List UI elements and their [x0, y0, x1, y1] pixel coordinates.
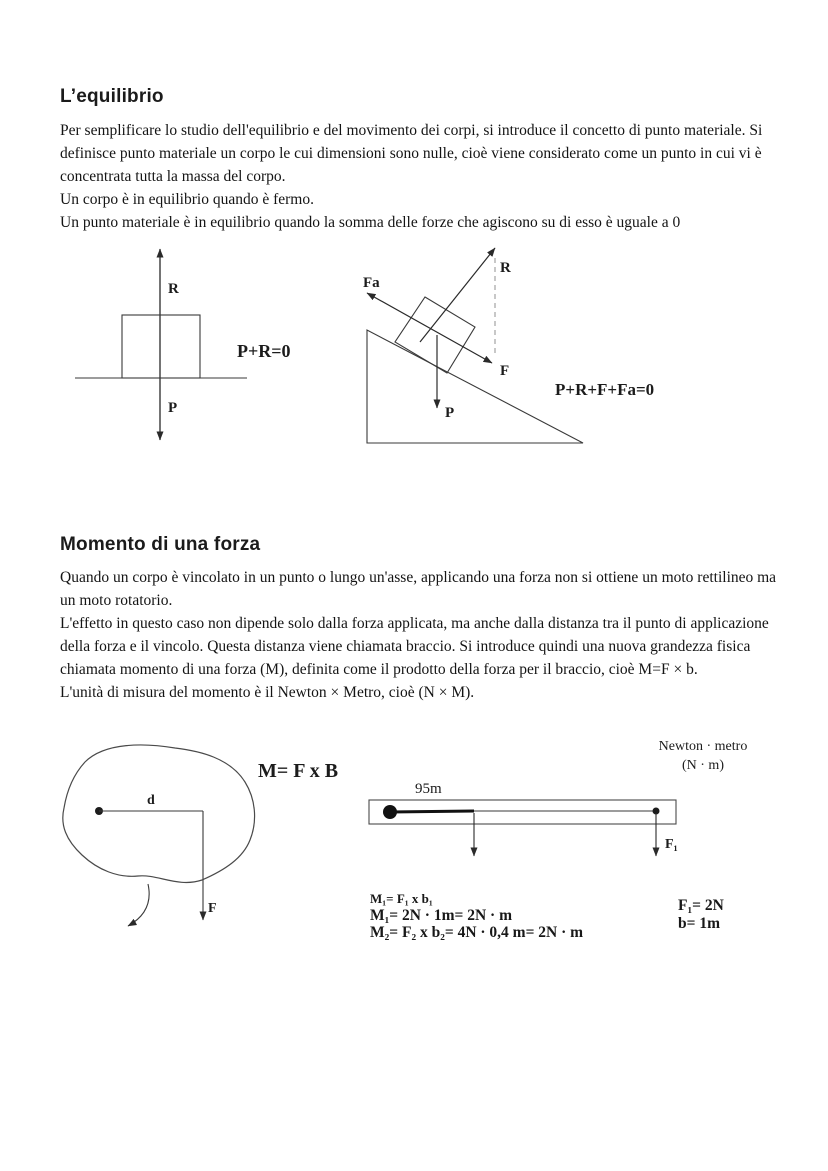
- paragraph: Quando un corpo è vincolato in un punto o lungo un'asse, applicando una forza non si ottiene un moto rettilineo ma un moto rotatorio.: [60, 569, 777, 609]
- label-F: F: [500, 363, 510, 379]
- label-R: R: [500, 260, 511, 276]
- rotation-curved-arrow: [128, 884, 149, 926]
- label-d: d: [147, 793, 155, 808]
- formula-line: M₁= F₁ x b₁: [370, 891, 433, 906]
- paragraph: Un corpo è in equilibrio quando è fermo.: [60, 191, 314, 208]
- equilibrio-paragraphs: [60, 119, 778, 234]
- paragraph: Un punto materiale è in equilibrio quando la somma delle forze che agiscono su di esso è uguale a 0: [60, 214, 681, 231]
- unit-title: Newton · metro: [658, 739, 748, 754]
- inclined-plane-triangle: [367, 330, 583, 443]
- momento-paragraphs: [60, 566, 778, 704]
- paragraph: L'effetto in questo caso non dipende solo dalla forza applicata, ma anche dalla distanza tra il punto di applicazione della forza e il vincolo. Questa distanza viene chiamata braccio. Si introduce quindi una nuova grandezza fisica chiamata momento di una forza (M), definita come il prodotto della forza per il braccio, cioè M=F × b.: [60, 615, 769, 678]
- section-title-equilibrio: L’equilibrio: [60, 86, 164, 107]
- given-force: F₁= 2N: [678, 897, 724, 914]
- paragraph: L'unità di misura del momento è il Newton × Metro, cioè (N × M).: [60, 684, 475, 701]
- block-square-rotated: [395, 297, 475, 373]
- arm-segment-thick: [390, 811, 474, 812]
- section-title-momento: Momento di una forza: [60, 534, 261, 555]
- length-label: 95m: [415, 781, 442, 797]
- given-arm: b= 1m: [678, 915, 720, 932]
- formula-line: M₂= F₂ x b₂= 4N · 0,4 m= 2N · m: [370, 924, 584, 941]
- formula-line: M₁= 2N · 1m= 2N · m: [370, 907, 512, 924]
- equation-incline: P+R+F+Fa=0: [555, 380, 655, 399]
- label-F1: F₁: [665, 837, 678, 852]
- block-square: [122, 315, 200, 378]
- given-values: [678, 897, 724, 933]
- moment-formulas: [370, 891, 583, 941]
- normal-reaction-arrow: [420, 248, 495, 342]
- equation-moment: M= F x B: [258, 760, 339, 782]
- friction-and-parallel-force-arrow: [367, 293, 492, 363]
- equation-flat: P+R=0: [237, 341, 291, 361]
- paragraph: Per semplificare lo studio dell'equilibrio e del movimento dei corpi, si introduce il concetto di punto materiale. Si definisce punto materiale un corpo le cui dimensioni sono nulle, cioè viene considerato come un punto in cui vi è concentrata tutta la massa del corpo.: [60, 122, 763, 185]
- unit-symbol: (N · m): [682, 758, 724, 773]
- diagram-lever-bar: [350, 725, 800, 880]
- label-Fa: Fa: [363, 275, 380, 291]
- label-F: F: [208, 901, 217, 916]
- diagram-block-flat-ground: [60, 240, 310, 445]
- diagram-block-inclined-plane: [340, 240, 680, 450]
- label-P: P: [445, 405, 455, 421]
- label-R: R: [168, 281, 179, 297]
- rigid-body-blob-outline: [63, 745, 255, 883]
- diagram-rigid-body-moment: [50, 730, 350, 945]
- label-P: P: [168, 400, 178, 416]
